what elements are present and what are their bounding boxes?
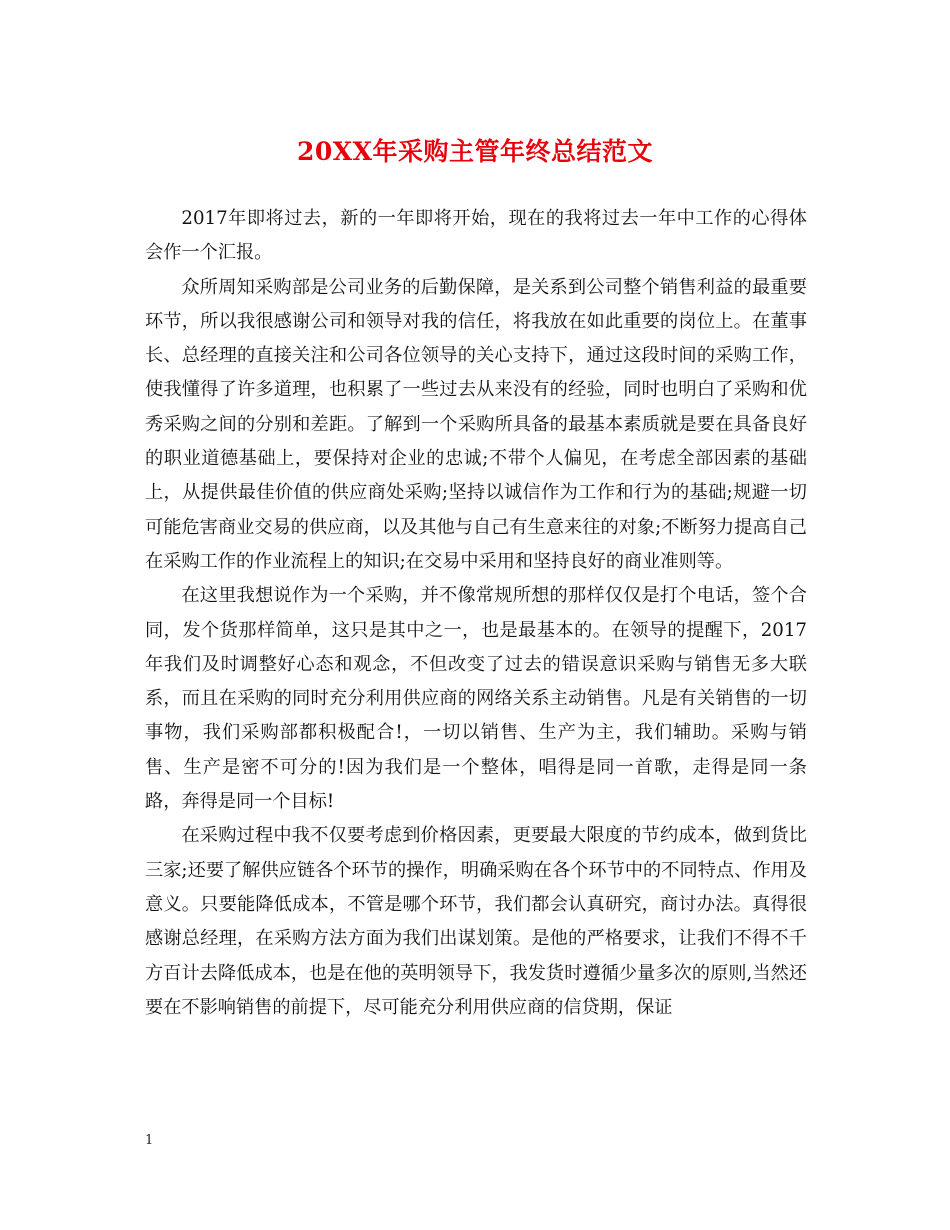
paragraph-4: 在采购过程中我不仅要考虑到价格因素，更要最大限度的节约成本，做到货比三家;还要了解供应链各个环节的操作，明确采购在各个环节中的不同特点、作用及意义。只要能降低成本，不管是哪个环节，我们都会认真研究，商讨办法。真得很感谢总经理，在采购方法方面为我们出谋划策。是他的严格要求，让我们不得不千方百计去降低成本，也是在他的英明领导下，我发货时遵循少量多次的原则,当然还要在不影响销售的前提下，尽可能充分利用供应商的信贷期，保证: [145, 825, 807, 1018]
page-number: 1: [145, 1133, 154, 1148]
document-body: [145, 202, 807, 1025]
paragraph-3: 在这里我想说作为一个采购，并不像常规所想的那样仅仅是打个电话，签个合同，发个货那样简单，这只是其中之一，也是最基本的。在领导的提醒下，2017年我们及时调整好心态和观念，不但改变了过去的错误意识采购与销售无多大联系，而且在采购的同时充分利用供应商的网络关系主动销售。凡是有关销售的一切事物，我们采购部都积极配合!，一切以销售、生产为主，我们辅助。采购与销售、生产是密不可分的!因为我们是一个整体，唱得是同一首歌，走得是同一条路，奔得是同一个目标!: [145, 585, 807, 813]
document-title: 20XX年采购主管年终总结范文: [296, 137, 654, 166]
paragraph-1: 2017年即将过去，新的一年即将开始，现在的我将过去一年中工作的心得体会作一个汇报。: [145, 208, 807, 264]
paragraph-2: 众所周知采购部是公司业务的后勤保障，是关系到公司整个销售利益的最重要环节，所以我很感谢公司和领导对我的信任，将我放在如此重要的岗位上。在董事长、总经理的直接关注和公司各位领导的关心支持下，通过这段时间的采购工作，使我懂得了许多道理，也积累了一些过去从来没有的经验，同时也明白了采购和优秀采购之间的分别和差距。了解到一个采购所具备的最基本素质就是要在具备良好的职业道德基础上，要保持对企业的忠诚;不带个人偏见，在考虑全部因素的基础上，从提供最佳价值的供应商处采购;坚持以诚信作为工作和行为的基础;规避一切可能危害商业交易的供应商，以及其他与自己有生意来往的对象;不断努力提高自己在采购工作的作业流程上的知识;在交易中采用和坚持良好的商业准则等。: [145, 276, 807, 572]
